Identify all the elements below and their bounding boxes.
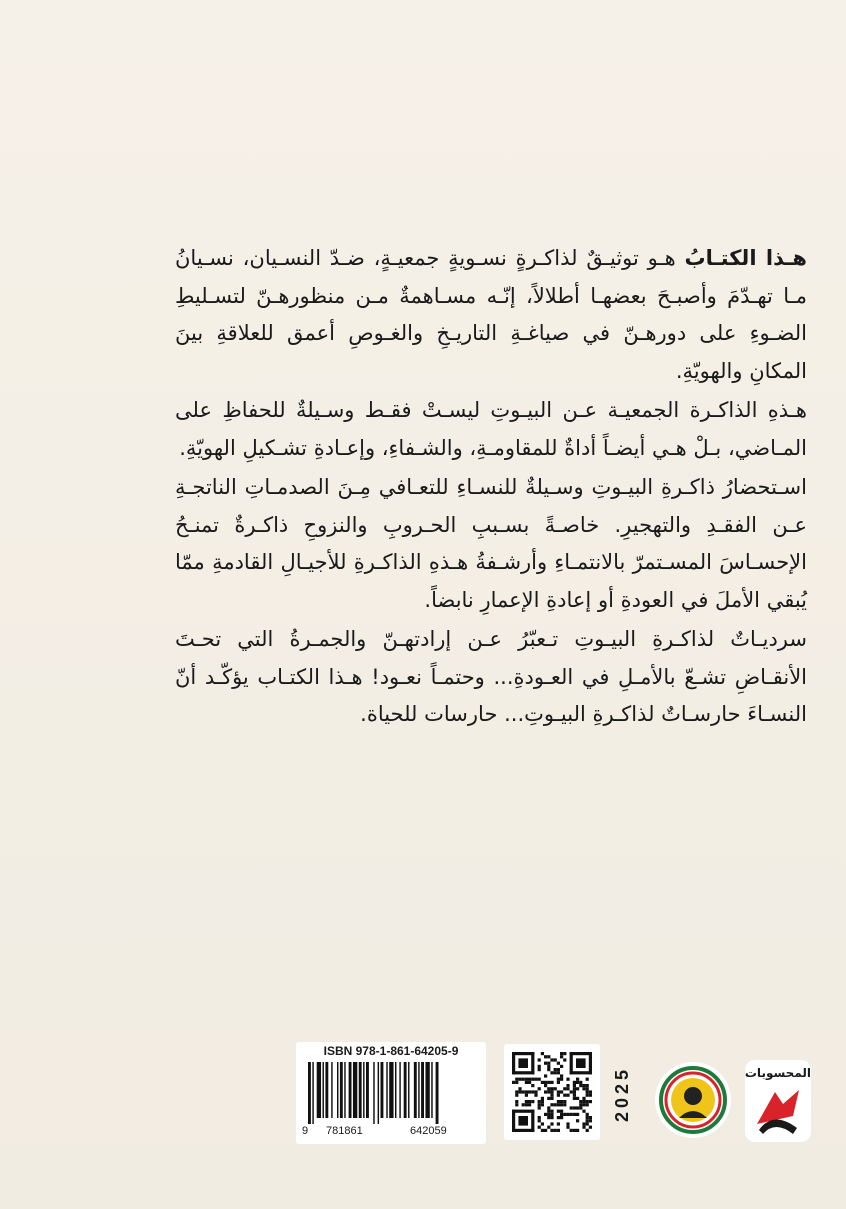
barcode-bar	[414, 1062, 417, 1118]
qr-module	[554, 1129, 557, 1132]
qr-module	[573, 1094, 576, 1097]
barcode-digit-first: 9	[302, 1125, 309, 1137]
qr-module	[525, 1078, 528, 1081]
qr-module	[582, 1122, 585, 1125]
qr-module	[586, 1084, 589, 1087]
qr-module	[547, 1062, 550, 1065]
qr-module	[563, 1058, 566, 1061]
qr-module	[538, 1087, 541, 1090]
qr-module	[573, 1113, 576, 1116]
qr-module	[528, 1103, 531, 1106]
qr-module	[563, 1087, 566, 1090]
qr-module	[557, 1129, 560, 1132]
qr-module	[531, 1100, 534, 1103]
qr-module	[525, 1094, 528, 1097]
qr-module	[547, 1087, 550, 1090]
qr-module	[576, 1129, 579, 1132]
isbn-label: ISBN 978-1-861-64205-9	[323, 1044, 459, 1058]
barcode-icon	[308, 1062, 476, 1124]
qr-module	[512, 1052, 515, 1074]
qr-module	[570, 1052, 573, 1074]
qr-module	[515, 1103, 518, 1106]
barcode-bar	[308, 1062, 311, 1124]
qr-module	[547, 1055, 550, 1058]
barcode-digits	[302, 1125, 482, 1141]
qr-module	[531, 1052, 534, 1074]
barcode-bar	[317, 1062, 321, 1118]
qr-module	[563, 1113, 566, 1116]
qr-module	[538, 1119, 541, 1122]
qr-module	[586, 1119, 589, 1122]
qr-module	[560, 1110, 563, 1113]
qr-module	[573, 1084, 576, 1087]
qr-module	[579, 1106, 582, 1109]
qr-module	[557, 1110, 560, 1113]
qr-module	[586, 1094, 589, 1097]
qr-module	[582, 1110, 585, 1113]
qr-module	[550, 1116, 553, 1119]
qr-module	[557, 1122, 560, 1125]
qr-module	[550, 1097, 553, 1100]
blurb-paragraph-4: سرديـاتٌ لذاكـرةِ البيـوتِ تـعبّرُ عـن إرادتهـنّ والجمـرةُ التي تحـتَ الأنقـاضِ تشـعّ بالأمـلِ في العـودةِ... وحتمـاً نعـود! هـذا الكتـاب يؤكّـد أنّ النسـاءَ حارسـاتٌ لذاكـرةِ البيـوتِ... حارسات للحياة.	[175, 627, 807, 726]
qr-module	[515, 1081, 518, 1084]
blurb-paragraph-1-text: هـو توثيـقٌ لذاكـرةٍ نسـويةٍ جمعيـةٍ، ضـدّ النسـيان، نسـيانُ مـا تهـدّمَ وأصبـحَ بعضهـا أطلالاً، إنّـه مسـاهمةٌ مـن منظورهـنّ لتسـليطِ الضـوءِ على دورهـنّ في صياغـةِ التاريـخِ والغـوصِ أعمق للعلاقةِ بينَ المكانِ والهويّةِ.	[175, 246, 807, 383]
qr-module	[589, 1100, 592, 1103]
qr-module	[547, 1113, 550, 1116]
qr-module	[576, 1078, 579, 1081]
qr-module	[566, 1122, 569, 1125]
qr-module	[579, 1103, 582, 1106]
qr-module	[525, 1103, 528, 1106]
qr-module	[570, 1052, 592, 1055]
qr-module	[589, 1094, 592, 1097]
qr-module	[560, 1052, 563, 1055]
qr-module	[547, 1068, 550, 1071]
qr-module	[512, 1081, 515, 1084]
barcode-bar	[340, 1062, 343, 1118]
qr-module	[563, 1100, 566, 1103]
qr-module	[518, 1078, 521, 1081]
barcode-bar	[389, 1062, 393, 1118]
qr-module	[512, 1052, 534, 1055]
qr-module	[515, 1090, 518, 1093]
qr-module	[554, 1068, 557, 1071]
qr-module	[528, 1081, 531, 1084]
qr-module	[557, 1116, 560, 1119]
qr-module	[560, 1100, 563, 1103]
publisher-logo-icon	[753, 1084, 803, 1136]
portrait-seal	[655, 1062, 731, 1138]
qr-module	[538, 1103, 541, 1106]
qr-module	[544, 1084, 547, 1087]
qr-module	[586, 1122, 589, 1125]
barcode-bar	[386, 1062, 387, 1118]
qr-module	[557, 1100, 560, 1103]
qr-module	[541, 1097, 544, 1100]
qr-module	[544, 1055, 547, 1058]
isbn-barcode-box	[296, 1042, 486, 1144]
qr-module	[544, 1129, 547, 1132]
barcode-bar	[344, 1062, 345, 1118]
qr-module	[589, 1090, 592, 1093]
qr-module	[547, 1081, 550, 1084]
qr-module	[566, 1113, 569, 1116]
qr-module	[560, 1113, 563, 1116]
qr-module	[582, 1100, 585, 1103]
qr-module	[557, 1078, 560, 1081]
qr-module	[518, 1087, 521, 1090]
qr-module	[541, 1122, 544, 1125]
qr-module	[586, 1113, 589, 1116]
qr-module	[550, 1071, 553, 1074]
qr-module	[544, 1062, 547, 1065]
qr-module	[557, 1071, 560, 1074]
qr-module	[538, 1068, 541, 1071]
qr-module	[515, 1078, 518, 1081]
qr-module	[550, 1110, 553, 1113]
qr-module	[566, 1126, 569, 1129]
qr-module	[582, 1087, 585, 1090]
barcode-bar	[425, 1062, 429, 1118]
qr-module	[582, 1097, 585, 1100]
qr-module	[560, 1065, 563, 1068]
publisher-logo	[745, 1060, 811, 1142]
barcode-bar	[353, 1062, 357, 1118]
qr-module	[586, 1103, 589, 1106]
qr-module	[522, 1103, 525, 1106]
qr-module	[576, 1097, 579, 1100]
qr-module	[586, 1078, 589, 1081]
qr-module	[515, 1094, 518, 1097]
qr-module	[525, 1090, 528, 1093]
qr-module	[557, 1062, 560, 1065]
qr-module	[531, 1090, 534, 1093]
qr-module	[589, 1116, 592, 1119]
qr-module	[544, 1113, 547, 1116]
barcode-digits-left: 781861	[326, 1125, 363, 1137]
qr-module	[554, 1087, 557, 1090]
qr-module	[566, 1087, 569, 1090]
qr-module	[531, 1110, 534, 1132]
qr-module	[528, 1078, 531, 1081]
qr-module	[550, 1122, 553, 1125]
qr-code-box	[504, 1044, 600, 1140]
qr-module	[582, 1084, 585, 1087]
qr-module	[538, 1100, 541, 1103]
qr-module	[573, 1097, 576, 1100]
qr-module	[554, 1103, 557, 1106]
qr-module	[557, 1103, 560, 1106]
qr-module	[573, 1087, 576, 1090]
blurb-paragraph-1	[175, 240, 807, 390]
qr-module	[560, 1078, 563, 1081]
qr-module	[538, 1065, 541, 1068]
qr-module	[547, 1090, 550, 1093]
qr-module	[560, 1074, 563, 1077]
qr-module	[528, 1090, 531, 1093]
barcode-bar	[421, 1062, 424, 1118]
qr-module	[566, 1078, 569, 1081]
qr-module	[544, 1081, 547, 1084]
qr-module	[547, 1097, 550, 1100]
qr-module	[528, 1100, 531, 1103]
qr-module	[563, 1094, 566, 1097]
qr-module	[560, 1090, 563, 1093]
barcode-bar	[436, 1062, 439, 1124]
qr-module	[557, 1094, 560, 1097]
qr-module	[547, 1116, 550, 1119]
qr-module	[547, 1065, 550, 1068]
qr-code-icon	[512, 1052, 592, 1132]
footer-row	[0, 1038, 846, 1148]
qr-module	[518, 1058, 528, 1068]
qr-module	[512, 1110, 534, 1113]
barcode-bar	[366, 1062, 369, 1118]
qr-module	[557, 1068, 560, 1071]
barcode-bar	[418, 1062, 419, 1118]
qr-module	[554, 1058, 557, 1061]
qr-module	[560, 1055, 563, 1058]
qr-module	[557, 1090, 560, 1093]
qr-module	[570, 1071, 592, 1074]
qr-module	[550, 1090, 553, 1093]
barcode-bar	[331, 1062, 332, 1118]
qr-module	[550, 1094, 553, 1097]
qr-module	[586, 1090, 589, 1093]
qr-module	[541, 1100, 544, 1103]
barcode-bar	[349, 1062, 352, 1118]
qr-module	[579, 1081, 582, 1084]
barcode-bar	[337, 1062, 338, 1118]
qr-module	[525, 1081, 528, 1084]
qr-module	[576, 1081, 579, 1084]
qr-module	[525, 1100, 528, 1103]
qr-module	[589, 1126, 592, 1129]
qr-module	[557, 1081, 560, 1084]
qr-module	[547, 1106, 550, 1109]
qr-module	[570, 1129, 573, 1132]
qr-module	[586, 1100, 589, 1103]
blurb-lead: هـذا الكتـابُ	[684, 246, 807, 270]
qr-module	[576, 1113, 579, 1116]
qr-module	[544, 1074, 547, 1077]
barcode-bar	[359, 1062, 362, 1118]
qr-module	[573, 1129, 576, 1132]
barcode-bar	[373, 1062, 374, 1124]
qr-module	[544, 1090, 547, 1093]
qr-module	[566, 1094, 569, 1097]
qr-module	[570, 1113, 573, 1116]
barcode-bar	[399, 1062, 400, 1118]
qr-module	[586, 1129, 589, 1132]
qr-module	[570, 1090, 573, 1093]
qr-module	[534, 1090, 537, 1093]
barcode-bar	[363, 1062, 364, 1118]
qr-module	[522, 1078, 525, 1081]
qr-module	[541, 1103, 544, 1106]
qr-module	[570, 1106, 573, 1109]
qr-module	[563, 1103, 566, 1106]
qr-module	[563, 1052, 566, 1055]
qr-module	[515, 1100, 518, 1103]
qr-module	[586, 1116, 589, 1119]
qr-module	[512, 1129, 534, 1132]
publisher-name: المحسوبات	[744, 1066, 811, 1080]
qr-module	[566, 1084, 569, 1087]
qr-module	[576, 1106, 579, 1109]
barcode-bar	[404, 1062, 407, 1118]
qr-module	[541, 1052, 544, 1055]
qr-module	[531, 1078, 534, 1081]
qr-module	[573, 1081, 576, 1084]
qr-module	[589, 1052, 592, 1074]
qr-module	[576, 1058, 586, 1068]
qr-module	[538, 1106, 541, 1109]
qr-module	[573, 1090, 576, 1093]
qr-module	[547, 1110, 550, 1113]
qr-module	[550, 1129, 553, 1132]
qr-module	[576, 1119, 579, 1122]
qr-module	[541, 1081, 544, 1084]
qr-module	[586, 1087, 589, 1090]
back-cover-blurb	[175, 240, 807, 736]
barcode-bar	[323, 1062, 324, 1118]
portrait-seal-icon	[659, 1066, 727, 1134]
qr-module	[554, 1071, 557, 1074]
barcode-bar	[381, 1062, 384, 1118]
barcode-bar	[325, 1062, 328, 1118]
qr-module	[550, 1113, 553, 1116]
barcode-bar	[395, 1062, 396, 1118]
barcode-bar	[378, 1062, 379, 1124]
qr-module	[550, 1103, 553, 1106]
qr-module	[538, 1078, 541, 1081]
qr-module	[573, 1106, 576, 1109]
qr-module	[512, 1071, 534, 1074]
qr-module	[534, 1078, 537, 1081]
qr-module	[579, 1100, 582, 1103]
qr-module	[534, 1094, 537, 1097]
qr-module	[589, 1119, 592, 1122]
barcode-bar	[431, 1062, 432, 1118]
blurb-paragraph-2: هـذهِ الذاكـرة الجمعيـة عـن البيـوتِ ليسـتْ فقـط وسـيلةٌ للحفاظِ على المـاضي، بـلْ هـي أيضـاً أداةٌ للمقاومـةِ، والشـفاءِ، وإعـادةِ تشـكيلِ الهويّةِ.	[175, 398, 807, 460]
barcode-digits-right: 642059	[410, 1125, 447, 1137]
qr-module	[550, 1058, 553, 1061]
qr-module	[518, 1116, 528, 1126]
qr-module	[538, 1126, 541, 1129]
qr-module	[550, 1081, 553, 1084]
qr-module	[547, 1126, 550, 1129]
qr-module	[512, 1110, 515, 1132]
qr-module	[518, 1090, 521, 1093]
qr-module	[538, 1058, 541, 1061]
blurb-paragraph-3: اسـتحضارُ ذاكـرةِ البيـوتِ وسـيلةٌ للنسـاءِ للتعـافي مِـنَ الصدمـاتِ الناتجـةِ عـن الفقـدِ والتهجيرِ. خاصـةً بسـببِ الحـروبِ والنزوحِ ذاكـرةٌ تمنـحُ الإحسـاسَ المسـتمرّ بالانتمـاءِ وأرشـفةُ هـذهِ الذاكـرةِ للأجيـالِ القادمةِ ممّا يُبقي الأملَ في العودةِ أو إعادةِ الإعمارِ نابضاً.	[175, 475, 807, 612]
qr-module	[582, 1126, 585, 1129]
qr-module	[550, 1087, 553, 1090]
qr-module	[531, 1084, 534, 1087]
qr-module	[582, 1103, 585, 1106]
qr-module	[522, 1090, 525, 1093]
qr-module	[579, 1084, 582, 1087]
qr-module	[541, 1129, 544, 1132]
qr-module	[560, 1103, 563, 1106]
barcode-bar	[408, 1062, 409, 1118]
barcode-bar	[312, 1062, 313, 1124]
publication-year: 2025	[612, 1065, 632, 1123]
qr-module	[576, 1087, 579, 1090]
qr-module	[538, 1116, 541, 1119]
qr-module	[560, 1116, 563, 1119]
